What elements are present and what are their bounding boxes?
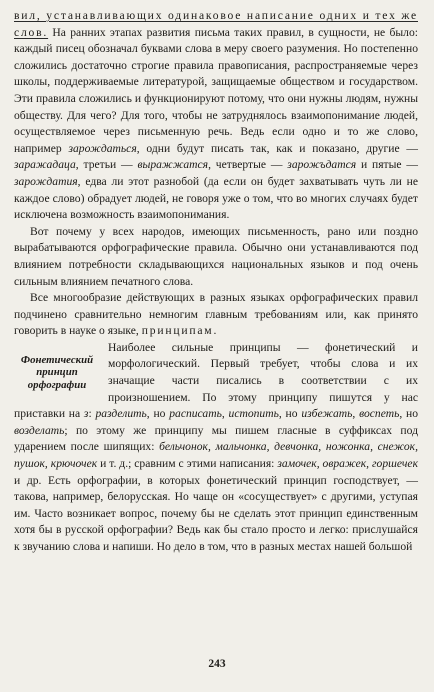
paragraph-3-end: . [213, 324, 217, 338]
para1-run: заражадаца [14, 158, 76, 172]
para4-run: , но [278, 407, 302, 421]
para1-run: зарождаться [68, 141, 137, 155]
para4-run: и др. Есть орфографии, в которых фонетический принцип господствует, — такова, например, белорусская. Но чаще он «сосуществует» с другими, уступая им. Часто возникает вопрос, почему бы не сделать этот принцип единственным хотя бы в русской орфографии? Ведь как бы стало просто и легко: прислушайся к звучанию слова и напиши. Но дело в том, что в разных местах нашей большой [14, 473, 418, 553]
para1-run: выражжатся [137, 158, 209, 172]
para1-run: , четвертые — [208, 158, 288, 172]
para1-run: , третьи — [75, 158, 138, 172]
para4-run: , [221, 407, 229, 421]
paragraph-1 [14, 8, 418, 224]
para4-run: разделить [95, 407, 147, 421]
para4-run: : [88, 407, 96, 421]
para4-run: бельчонок, мальчонка, девчонка, ножонка, снежок, пушок, крючочек [14, 440, 418, 471]
paragraph-3 [14, 290, 418, 340]
book-page [14, 8, 418, 684]
para4-run: ; по этому же принципу мы пишем гласные в суффиксах под ударением после шипящих: [14, 423, 418, 454]
para1-run: зарождатия [14, 174, 78, 188]
para4-run: расписать [169, 407, 222, 421]
para4-run: замочек, овражек, горшечек [277, 457, 418, 471]
para4-run: истопить [228, 407, 279, 421]
para4-run: и т. д.; сравним с этими написания: [97, 457, 278, 471]
paragraph-2: Вот почему у всех народов, имеющих письменность, рано или поздно вырабатываются орфографические правила. Обычно они устанавливаются под влиянием потребности складывающихся национальных языков и под очень сильным влиянием печатного слова. [14, 224, 418, 288]
para4-run: з [83, 407, 89, 421]
page-number: 243 [208, 658, 226, 670]
para4-run: Наиболее сильные принципы — фонетический и морфологический. Первый требует, чтобы слова и их значащие части писались в соответствии с их произношением. По этому принципу пишутся у нас приставки на [14, 340, 418, 421]
para4-run: возделать [14, 423, 65, 437]
paragraph-3-term: принципам [141, 324, 214, 338]
para1-run: и пятые — [356, 158, 418, 172]
paragraph-3-part-b: подчинено сравнительно немногим главным требованиям или, как принято говорить в науке о языке, [14, 307, 418, 338]
para4-run: избежать [301, 407, 353, 421]
para4-run: , но [146, 407, 170, 421]
paragraph-3-part-a: Все многообразие действующих в разных языках орфографических правил [30, 291, 418, 305]
para4-run: , [352, 407, 360, 421]
para1-run: , одни будут писать так, как и показано, другие — [136, 141, 418, 155]
para1-run: На ранних этапах развития письма таких правил, в сущности, не было: каждый писец обозначал буквами слова в меру своего разумения. Но постепенно сложились достаточно строгие правила правописания, распространяемые через школы, поддерживаемые литературой, защищаемые обществом и государством. Эти правила сложились и функционируют потому, что они нужны людям, нужны обществу. Для чего? Для того, чтобы не затруднялось взаимопонимание людей, осуществляемое через письменную речь. Ведь если одно и то же слово, например [14, 25, 418, 155]
para4-run: , но [399, 407, 419, 421]
para1-run: зарожъдатся [287, 158, 357, 172]
para1-run: , едва ли этот разнобой (да если он будет захватывать чуть ли не каждое слово) обрадует людей, не говоря уже о том, что во многих случаях будет исключена возможность взаимопонимания. [14, 174, 418, 222]
margin-heading: Фонетический принцип орфографии [20, 353, 94, 391]
para4-run: воспеть [359, 407, 400, 421]
para1-run: вил, устанавливающих одинаковое написание одних и тех же слов. [14, 9, 418, 39]
